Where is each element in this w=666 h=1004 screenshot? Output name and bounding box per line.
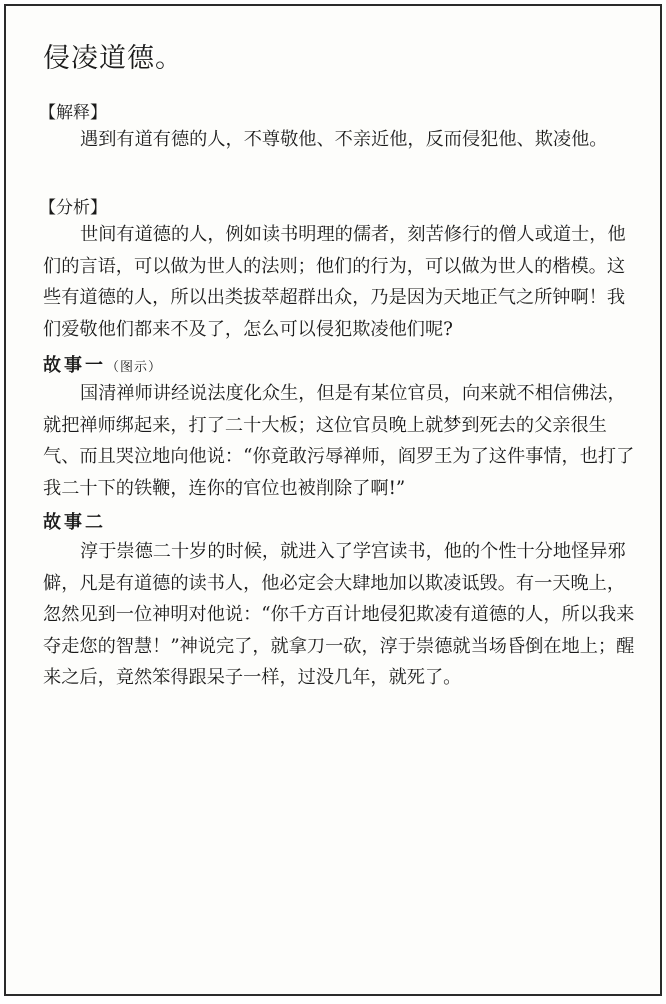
story1-heading: 故事一 [43, 355, 106, 376]
explanation-text: 遇到有道有德的人，不尊敬他、不亲近他，反而侵犯他、欺凌他。 [80, 129, 608, 150]
story1-subheading: （图示） [106, 360, 163, 375]
document-page [4, 4, 662, 996]
story2-text: 淳于崇德二十岁的时候，就进入了学宫读书，他的个性十分地怪异邪僻，凡是有道德的读书人，他必定会大肆地加以欺凌诋毁。有一天晚上，忽然见到一位神明对他说：“你千方百计地侵犯欺凌有道德的人，所以我来夺走您的智慧！”神说完了，就拿刀一砍，淳于崇德就当场昏倒在地上；醒来之后，竟然笨得跟呆子一样，过没几年，就死了。 [43, 541, 635, 688]
page-title: 侵凌道德。 [43, 43, 183, 74]
analysis-heading: 【分析】 [39, 198, 107, 218]
analysis-text: 世间有道德的人，例如读书明理的儒者，刻苦修行的僧人或道士，他们的言语，可以做为世人的法则；他们的行为，可以做为世人的楷模。这些有道德的人，所以出类拔萃超群出众，乃是因为天地正气之所钟啊！我们爱敬他们都来不及了，怎么可以侵犯欺凌他们呢? [43, 224, 626, 340]
story1-heading-line [43, 351, 162, 377]
explanation-heading: 【解释】 [39, 103, 107, 123]
story1-text: 国清禅师讲经说法度化众生，但是有某位官员，向来就不相信佛法，就把禅师绑起来，打了二十大板；这位官员晚上就梦到死去的父亲很生气、而且哭泣地向他说：“你竟敢污辱禅师，阎罗王为了这件事情，也打了我二十下的铁鞭，连你的官位也被削除了啊!” [43, 383, 635, 499]
story2-heading: 故事二 [43, 512, 106, 533]
